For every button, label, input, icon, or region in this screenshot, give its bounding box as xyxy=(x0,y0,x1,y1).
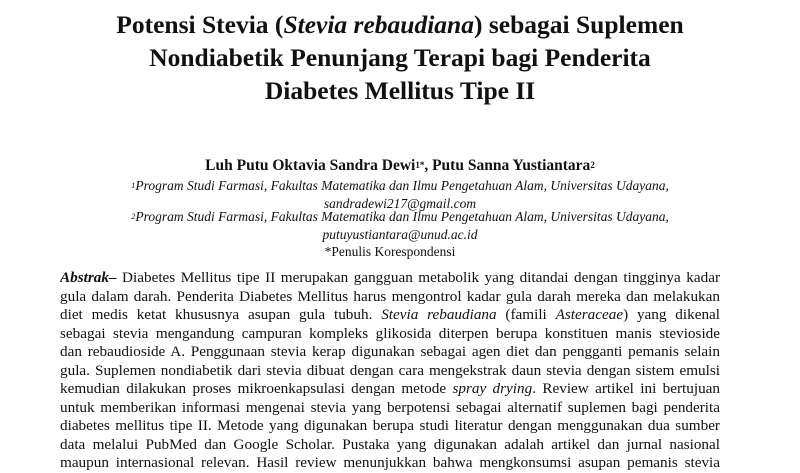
abstract-line: gula dalam darah. Penderita Diabetes Mellitus harus mengontrol kadar gula darah mereka dan melakukan xyxy=(60,287,720,305)
abstract-line: diabetes mellitus tipe II. Metode yang digunakan berupa studi literatur dengan menggunakan dua sumber xyxy=(60,417,720,434)
affiliation-mark: 1 xyxy=(131,180,136,190)
abstract-text: kemudian dilakukan proses mikroenkapsulasi dengan metode xyxy=(60,380,447,397)
title-line-1 xyxy=(0,8,800,41)
abstract xyxy=(60,269,720,473)
abstract-line: data melalui PubMed dan Google Scholar. Pustaka yang digunakan adalah artikel dan jurnal nasional xyxy=(60,435,720,453)
abstract-line xyxy=(60,306,720,325)
affiliation-2 xyxy=(0,208,800,226)
abstract-text: diet medis ketat khususnya asupan gula tubuh. xyxy=(60,306,373,323)
abstract-text: Diabetes Mellitus tipe II merupakan gangguan metabolik yang ditandai dengan tingginya kadar xyxy=(116,269,720,286)
abstract-line: sebagai stevia mengandung campuran kompleks glikosida diterpen berupa konstituen manis stevioside xyxy=(60,324,720,342)
abstract-label: Abstrak– xyxy=(60,269,117,286)
abstract-text: ) yang dikenal xyxy=(623,306,720,323)
author-name: Luh Putu Oktavia Sandra Dewi xyxy=(205,157,416,174)
abstract-species-name: Stevia rebaudiana xyxy=(381,306,497,323)
abstract-line xyxy=(60,380,720,399)
abstract-text: (famili xyxy=(496,306,556,323)
author-list xyxy=(0,156,800,176)
title-line-3: Diabetes Mellitus Tipe II xyxy=(264,76,536,105)
title-line-2: Nondiabetik Penunjang Terapi bagi Penderita xyxy=(149,43,651,72)
affiliation-text: Program Studi Farmasi, Fakultas Matematika dan Ilmu Pengetahuan Alam, Universitas Udayana, xyxy=(135,178,669,193)
title-species-name: Stevia rebaudiana xyxy=(283,10,474,39)
abstract-line: gula. Suplemen nondiabetik dari stevia dibuat dengan cara mengekstrak daun stevia dengan sistem emulsi xyxy=(60,361,720,379)
abstract-line: dan rebaudioside A. Penggunaan stevia kerap digunakan sebagai agen diet dan pengganti pemanis selain xyxy=(60,343,720,360)
corresponding-note: *Penulis Korespondensi xyxy=(324,244,456,259)
author-name: Putu Sanna Yustiantara xyxy=(432,157,591,174)
affiliation-text: Program Studi Farmasi, Fakultas Matematika dan Ilmu Pengetahuan Alam, Universitas Udayana, xyxy=(135,209,669,224)
author-separator: , xyxy=(424,157,433,174)
affiliation-1 xyxy=(0,177,800,195)
abstract-family-name: Asteraceae xyxy=(555,306,624,323)
abstract-method-term: spray drying xyxy=(452,380,533,397)
paper-title xyxy=(0,8,800,107)
author-email: putuyustiantara@unud.ac.id xyxy=(322,227,478,242)
author-email: sandradewi217@gmail.com xyxy=(323,196,477,211)
abstract-text: . Review artikel ini bertujuan xyxy=(532,380,720,397)
abstract-line xyxy=(60,269,720,288)
abstract-line: maupun internasional relevan. Hasil review menunjukkan bahwa mengkonsumsi asupan pemanis stevia xyxy=(60,454,720,471)
affiliation-mark: 2 xyxy=(131,211,136,221)
title-text: ) sebagai Suplemen xyxy=(474,10,684,39)
title-text: Potensi Stevia ( xyxy=(116,10,284,39)
abstract-line: untuk memberikan informasi mengenai stevia yang berpotensi sebagai alternatif suplemen bagi penderita xyxy=(60,398,720,416)
author-affiliation-mark: 1* xyxy=(415,160,425,170)
author-affiliation-mark: 2 xyxy=(590,160,595,170)
